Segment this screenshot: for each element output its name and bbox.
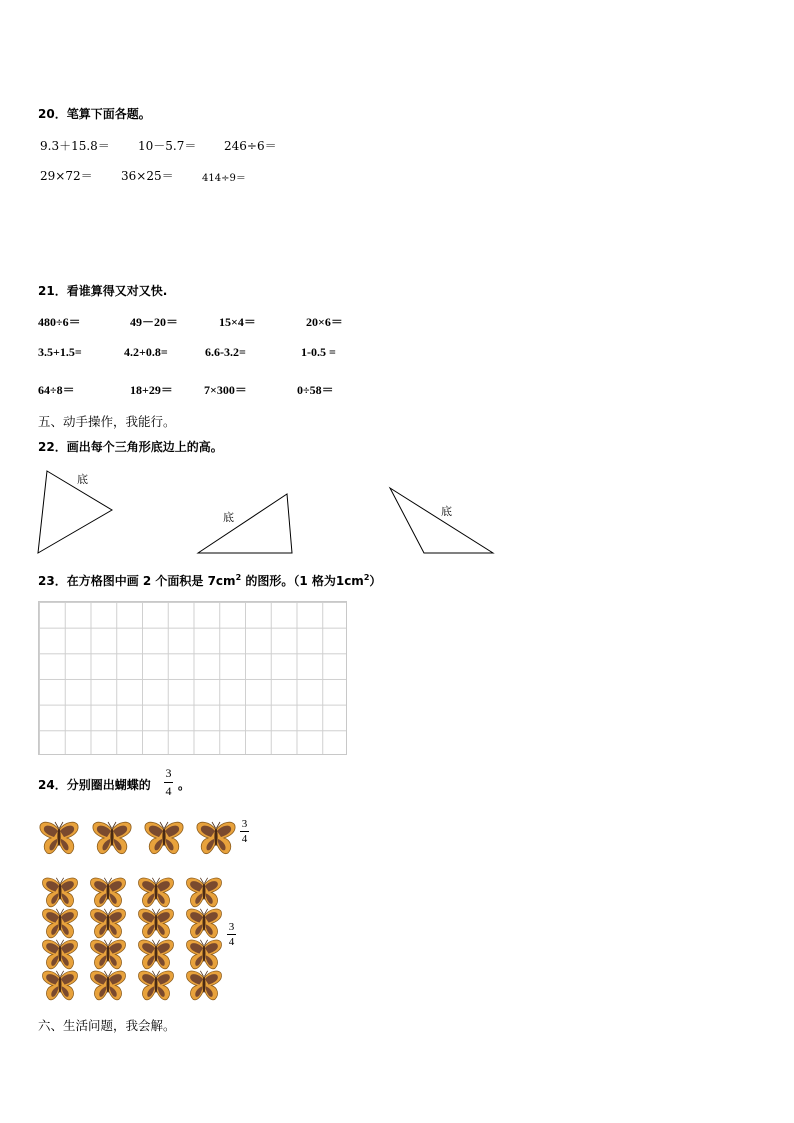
butterfly-icon [195,820,237,856]
butterfly-icon [184,938,224,971]
q21-expr-3: 15×4＝ [219,315,256,329]
q21-expr-6: 4.2+0.8= [124,345,168,359]
q21-expr-11: 7×300＝ [204,383,247,397]
butterfly-icon [91,820,133,856]
square-grid[interactable] [38,601,347,755]
butterfly-icon [184,876,224,909]
q20-expr-6: 414÷9＝ [202,173,246,184]
group-1-fraction: 3 4 [241,818,248,845]
q21-expr-4: 20×6＝ [306,315,343,329]
q21-expr-7: 6.6-3.2= [205,345,246,359]
q21-expr-2: 49－20＝ [130,315,179,329]
butterfly-icon [136,876,176,909]
q24-title-end: 。 [178,778,191,792]
q21-expr-8: 1-0.5 = [301,345,336,359]
q21-expr-5: 3.5+1.5= [38,345,82,359]
q20-expr-2: 10－5.7＝ [138,139,197,153]
q24-title: 24．分别圈出蝴蝶的 [38,778,151,792]
butterfly-icon [40,969,80,1002]
section-6-heading: 六、生活问题，我会解。 [38,1018,176,1033]
triangle-1-base-label: 底 [77,473,88,486]
triangle-3-base-label: 底 [441,505,452,518]
triangle-3 [390,488,493,553]
butterfly-icon [184,969,224,1002]
q20-title: 20．笔算下面各题。 [38,107,151,121]
butterfly-icon [40,907,80,940]
group-2-fraction: 3 4 [228,921,235,948]
triangle-2-base-label: 底 [223,511,234,524]
q21-expr-9: 64÷8＝ [38,383,75,397]
q21-expr-1: 480÷6＝ [38,315,81,329]
q24-title-fraction: 3 4 [165,766,172,798]
butterfly-icon [88,969,128,1002]
butterfly-icon [88,876,128,909]
q20-expr-1: 9.3＋15.8＝ [40,139,110,153]
butterfly-icon [136,969,176,1002]
q23-title: 23．在方格图中画 2 个面积是 $7cm^2$ 的图形。（1 格为$1cm^2$） [38,573,382,588]
butterfly-icon [40,876,80,909]
butterfly-icon [40,938,80,971]
butterfly-icon [88,907,128,940]
q21-title: 21．看谁算得又对又快. [38,284,168,298]
butterfly-icon [136,907,176,940]
q20-expr-4: 29×72＝ [40,169,93,183]
q20-expr-3: 246÷6＝ [224,139,277,153]
q21-expr-10: 18+29＝ [130,383,173,397]
butterfly-icon [88,938,128,971]
triangle-2 [198,494,292,553]
q22-title: 22．画出每个三角形底边上的高。 [38,440,223,454]
butterfly-icon [38,820,80,856]
q20-expr-5: 36×25＝ [121,169,174,183]
section-5-heading: 五、动手操作，我能行。 [38,414,176,429]
butterfly-icon [136,938,176,971]
butterfly-icon [184,907,224,940]
q21-expr-12: 0÷58＝ [297,383,334,397]
butterfly-icon [143,820,185,856]
